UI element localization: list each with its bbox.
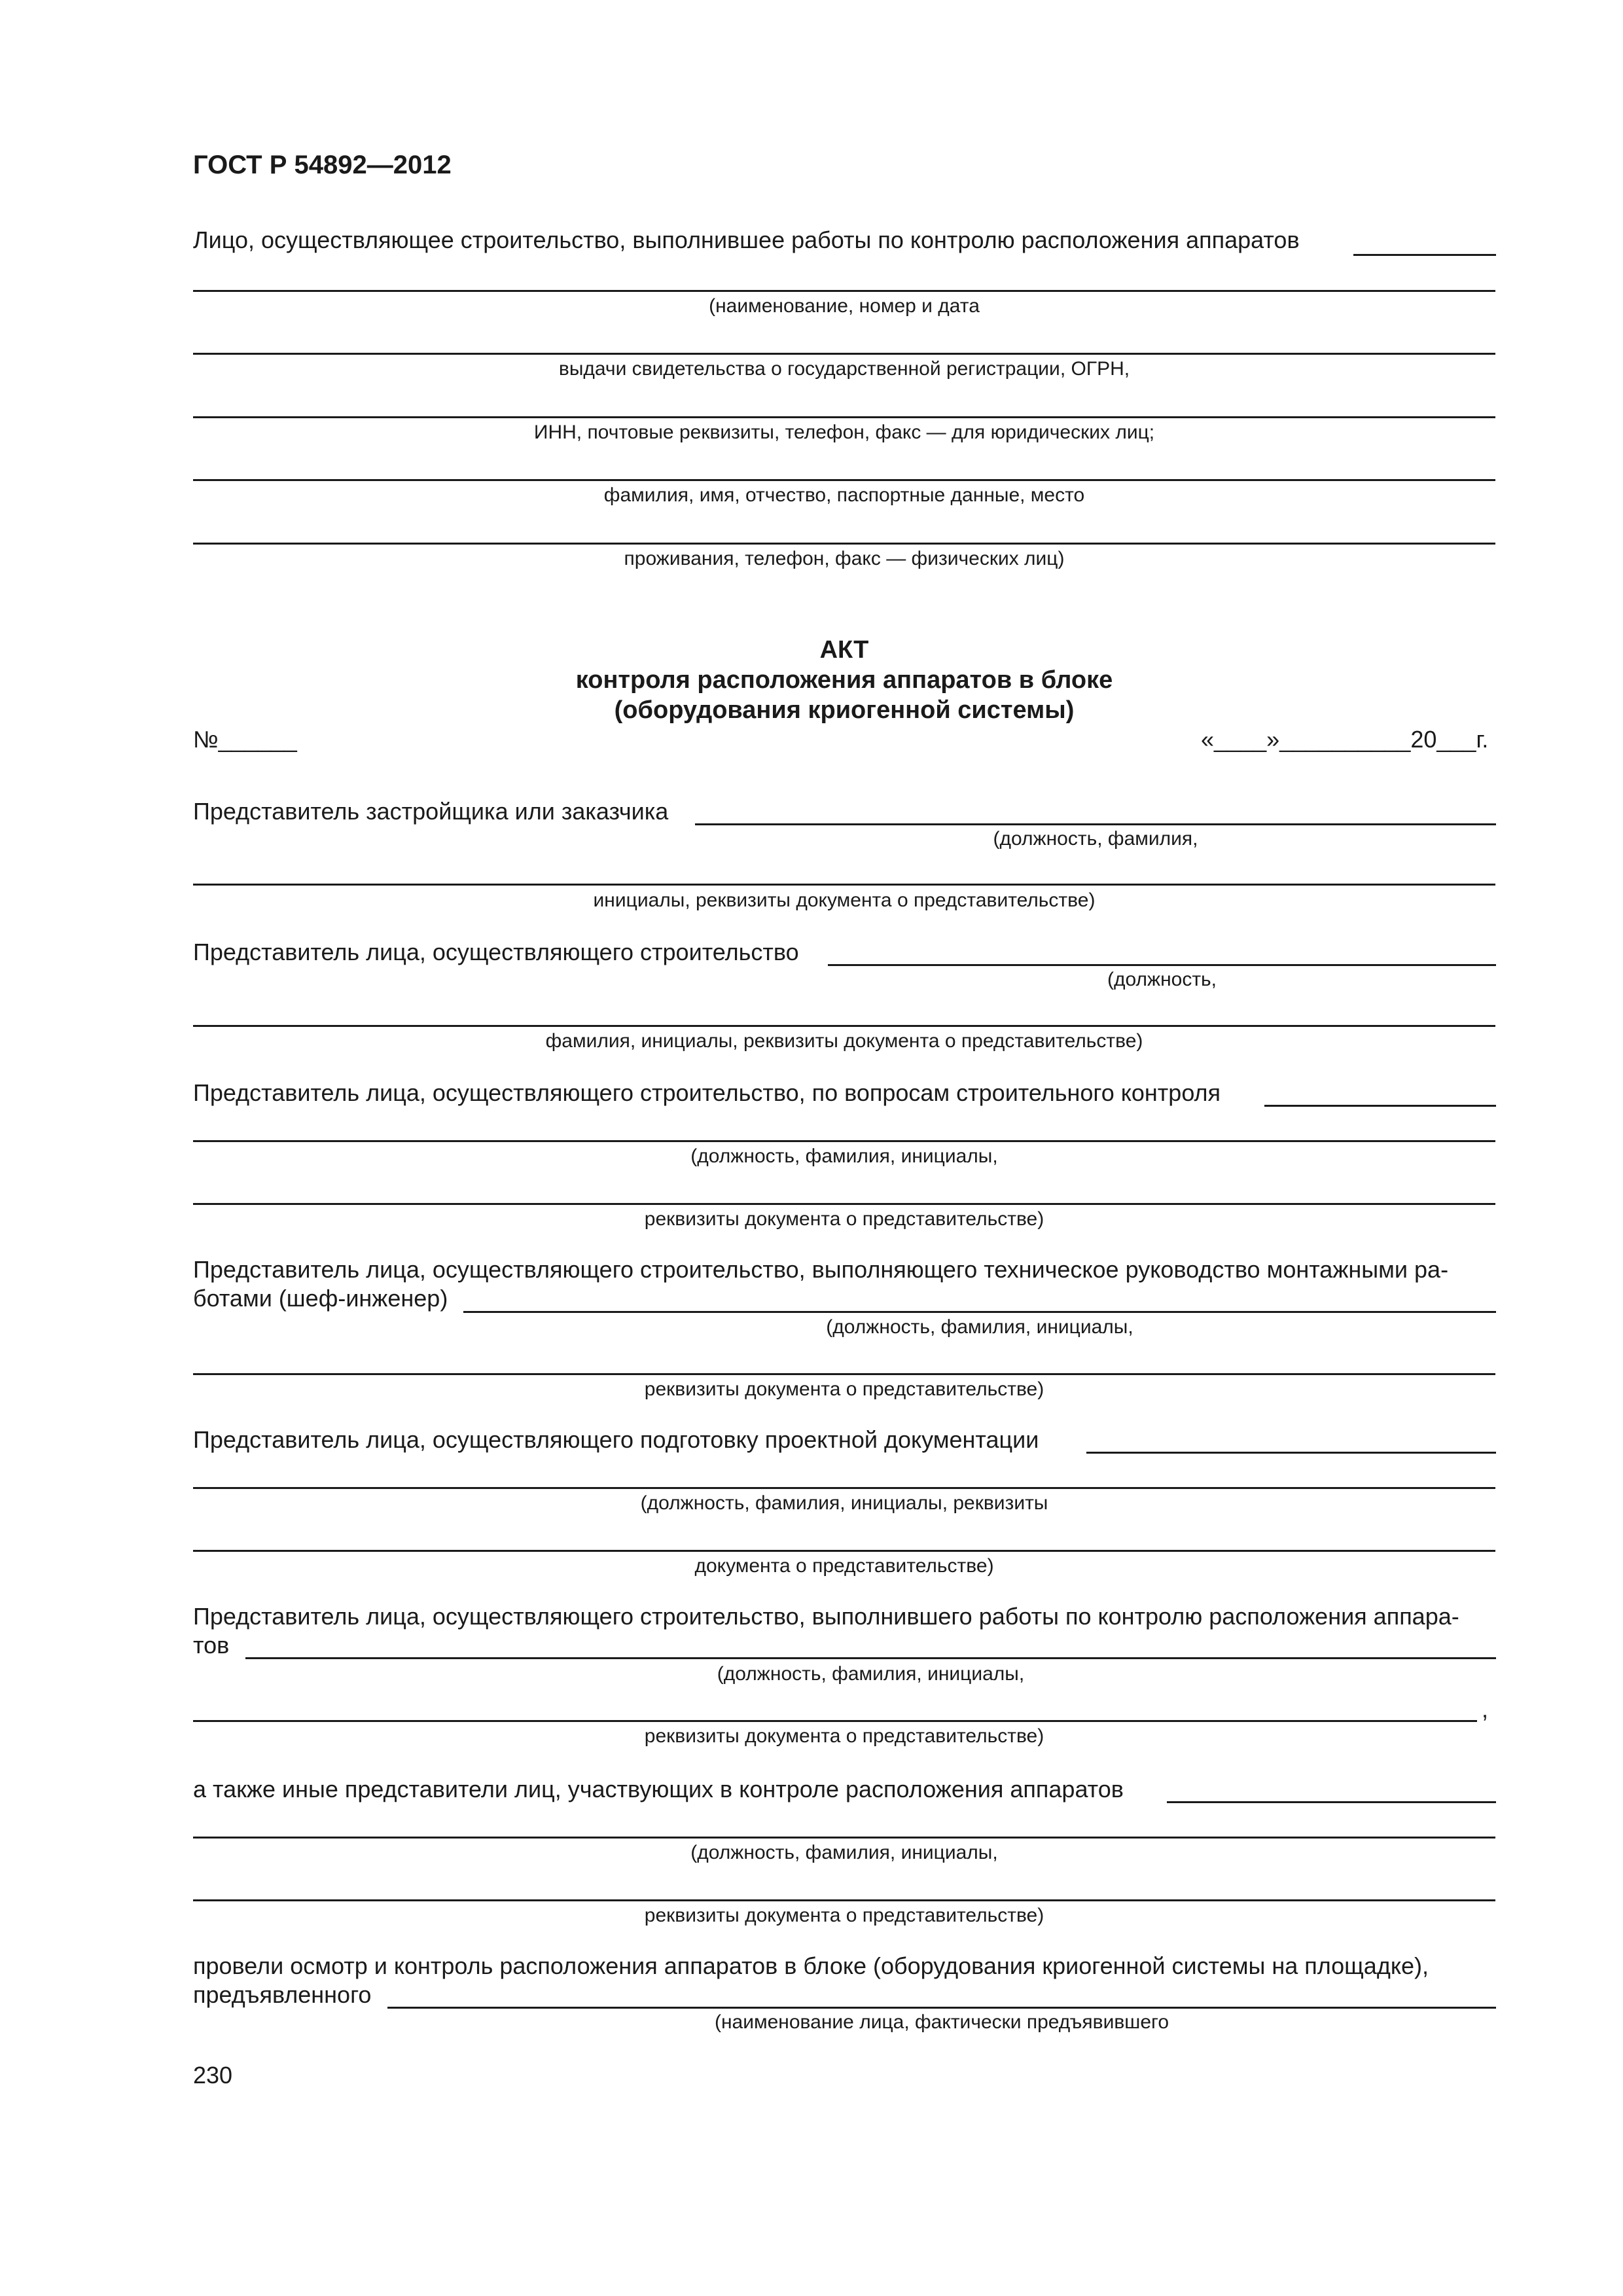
builder-control-field-line-2[interactable] [193,1203,1495,1205]
act-subtitle-1: контроля расположения аппаратов в блоке [575,666,1113,694]
performer-field-line-3[interactable] [193,416,1495,418]
act-number[interactable]: №______ [193,726,297,753]
builder-field-line-2[interactable] [193,1025,1495,1027]
chief-engineer-caption-2: реквизиты документа о представительстве) [644,1378,1044,1400]
caption-residence: проживания, телефон, факс — физических лиц) [624,548,1065,569]
inspection-field[interactable] [387,2007,1496,2009]
builder-control-label: Представитель лица, осуществляющего строительство, по вопросам строительного контроля [193,1079,1221,1106]
others-caption-2: реквизиты документа о представительстве) [644,1905,1044,1926]
developer-field[interactable] [695,823,1496,825]
performer-field-line-1[interactable] [193,290,1495,292]
others-field-line-2[interactable] [193,1899,1495,1901]
developer-label: Представитель застройщика или заказчика [193,798,669,825]
control-performer-label-2: тов [193,1632,230,1659]
chief-engineer-field[interactable] [463,1311,1496,1313]
control-performer-caption-1: (должность, фамилия, инициалы, [717,1663,1025,1685]
builder-field[interactable] [828,964,1496,966]
performer-field-line-4[interactable] [193,479,1495,481]
caption-registration: выдачи свидетельства о государственной регистрации, ОГРН, [558,358,1130,380]
builder-caption-2: фамилия, инициалы, реквизиты документа о представительстве) [545,1030,1143,1052]
builder-control-field-line-1[interactable] [193,1140,1495,1142]
page-number: 230 [193,2062,233,2089]
builder-label: Представитель лица, осуществляющего строительство [193,939,799,965]
performer-label: Лицо, осуществляющее строительство, выполнившее работы по контролю расположения аппаратов [193,226,1300,253]
caption-inn: ИНН, почтовые реквизиты, телефон, факс — для юридических лиц; [533,422,1155,443]
performer-field-line-5[interactable] [193,543,1495,545]
inspection-label-2: предъявленного [193,1981,372,2008]
act-subtitle-2: (оборудования криогенной системы) [614,696,1075,724]
control-performer-field[interactable] [245,1657,1496,1659]
performer-field-line-2[interactable] [193,353,1495,355]
caption-name-number-date: (наименование, номер и дата [709,295,980,317]
chief-engineer-field-line-2[interactable] [193,1373,1495,1375]
chief-engineer-caption-1: (должность, фамилия, инициалы, [826,1316,1133,1338]
caption-fio: фамилия, имя, отчество, паспортные данные, место [603,484,1085,506]
performer-field[interactable] [1353,254,1496,256]
others-field[interactable] [1167,1801,1496,1803]
developer-caption-1: (должность, фамилия, [993,828,1198,850]
builder-control-caption-2: реквизиты документа о представительстве) [644,1208,1044,1230]
design-caption-2: документа о представительстве) [694,1555,994,1577]
act-date[interactable]: «____»__________20___г. [1201,726,1489,753]
act-title: АКТ [819,636,869,664]
chief-engineer-label-2: ботами (шеф-инженер) [193,1285,448,1312]
trailing-comma: , [1482,1696,1489,1723]
others-label: а также иные представители лиц, участвующих в контроле расположения аппаратов [193,1776,1124,1803]
chief-engineer-label-1: Представитель лица, осуществляющего строительство, выполняющего техническое руководство монтажными ра- [193,1256,1449,1283]
design-field-line-1[interactable] [193,1487,1495,1489]
design-caption-1: (должность, фамилия, инициалы, реквизиты [640,1492,1048,1514]
developer-field-line-2[interactable] [193,884,1495,886]
inspection-caption-1: (наименование лица, фактически предъявившего [715,2011,1169,2033]
design-field[interactable] [1086,1452,1496,1454]
builder-caption-1: (должность, [1107,969,1217,990]
builder-control-caption-1: (должность, фамилия, инициалы, [690,1145,998,1167]
document-code: ГОСТ Р 54892—2012 [193,151,452,179]
others-caption-1: (должность, фамилия, инициалы, [690,1842,998,1863]
design-field-line-2[interactable] [193,1550,1495,1552]
control-performer-label-1: Представитель лица, осуществляющего строительство, выполнившего работы по контролю расположения аппара- [193,1603,1459,1630]
control-performer-caption-2: реквизиты документа о представительстве) [644,1725,1044,1747]
developer-caption-2: инициалы, реквизиты документа о представительстве) [593,889,1096,911]
builder-control-field[interactable] [1264,1105,1496,1107]
design-label: Представитель лица, осуществляющего подготовку проектной документации [193,1426,1039,1453]
others-field-line-1[interactable] [193,1837,1495,1839]
inspection-label-1: провели осмотр и контроль расположения аппаратов в блоке (оборудования криогенной системы на площадке), [193,1952,1429,1979]
control-performer-field-line-2[interactable] [193,1720,1477,1722]
